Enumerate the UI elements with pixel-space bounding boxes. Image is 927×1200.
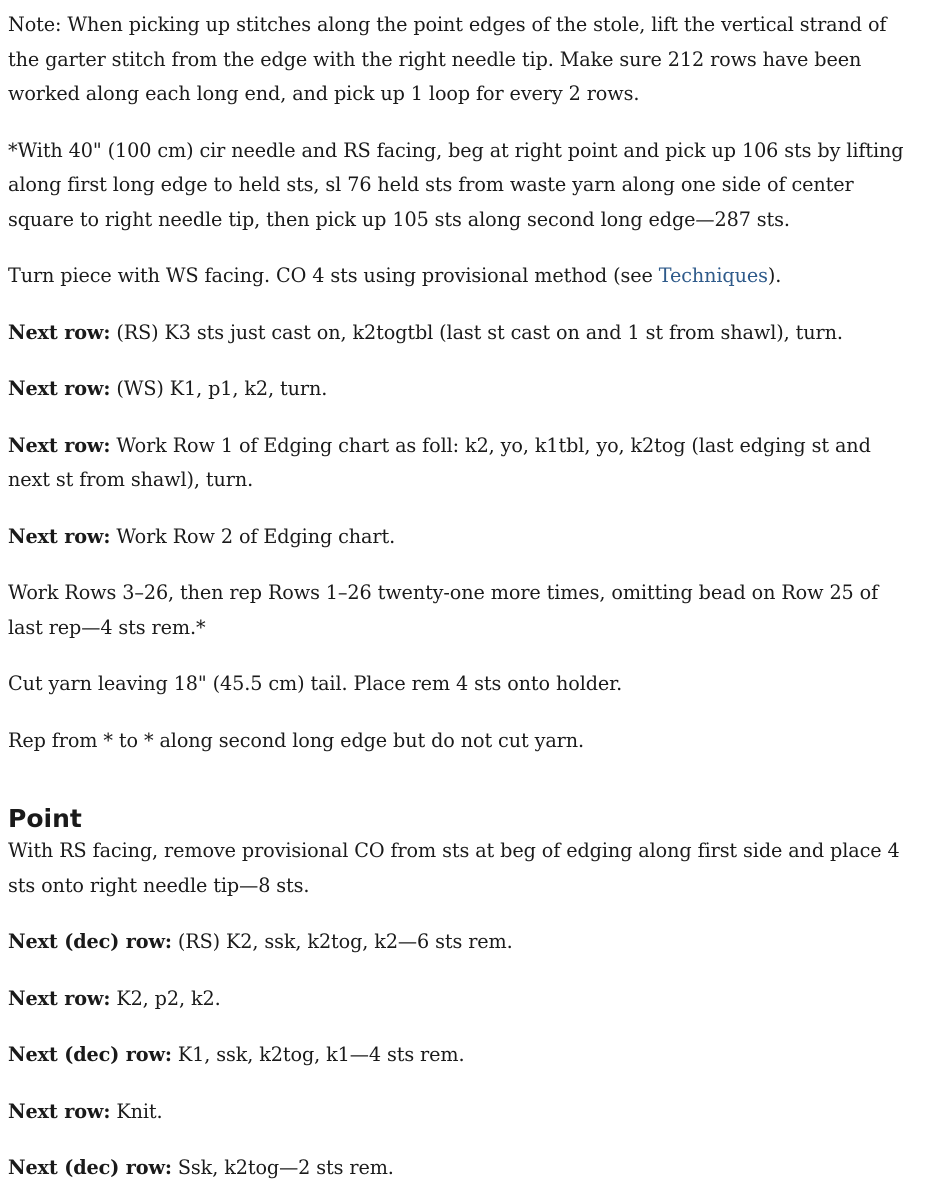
- row-label: Next row:: [8, 986, 111, 1010]
- turn-end: ).: [767, 264, 782, 287]
- row-text: Ssk, k2tog—2 sts rem.: [171, 1156, 394, 1179]
- instruction-row: [8, 1095, 913, 1130]
- instruction-row: [8, 316, 913, 351]
- row-text: K2, p2, k2.: [110, 986, 221, 1010]
- row-label: Next row:: [8, 433, 111, 457]
- instruction-row: [8, 925, 913, 960]
- pickup-paragraph: *With 40" (100 cm) cir needle and RS facing, beg at right point and pick up 106 sts by lifting along first long edge to held sts, sl 76 held sts from waste yarn along one side of center square to right needle tip, then pick up 105 sts along second long edge—287 sts.: [8, 138, 904, 231]
- work-rows-paragraph: Work Rows 3–26, then rep Rows 1–26 twenty-one more times, omitting bead on Row 25 of last rep—4 sts rem.*: [8, 581, 879, 639]
- row-label: Next row:: [8, 377, 111, 400]
- row-label: Next row:: [8, 1099, 111, 1123]
- row-label: Next (dec) row:: [8, 1043, 172, 1066]
- row-text: Work Row 1 of Edging chart as foll: k2, yo, k1tbl, yo, k2tog (last edging st and next st from shawl), turn.: [8, 433, 871, 491]
- row-text: Work Row 2 of Edging chart.: [110, 524, 396, 548]
- row-label: Next (dec) row:: [8, 930, 172, 953]
- instruction-row: [8, 1038, 913, 1073]
- row-text: K1, ssk, k2tog, k1—4 sts rem.: [171, 1043, 465, 1066]
- cut-yarn-paragraph: Cut yarn leaving 18" (45.5 cm) tail. Place rem 4 sts onto holder.: [8, 672, 623, 695]
- instruction-row: [8, 520, 913, 555]
- row-label: Next row:: [8, 524, 111, 548]
- row-text: (RS) K3 sts just cast on, k2togtbl (last st cast on and 1 st from shawl), turn.: [110, 320, 843, 344]
- row-text: (RS) K2, ssk, k2tog, k2—6 sts rem.: [171, 930, 513, 953]
- row-label: Next row:: [8, 320, 111, 344]
- point-intro-paragraph: With RS facing, remove provisional CO from sts at beg of edging along first side and place 4 sts onto right needle tip—8 sts.: [8, 839, 900, 897]
- row-text: Knit.: [110, 1099, 163, 1123]
- repeat-paragraph: Rep from * to * along second long edge but do not cut yarn.: [8, 728, 584, 752]
- techniques-link[interactable]: Techniques: [658, 264, 768, 287]
- instruction-row: [8, 1151, 913, 1186]
- instruction-row: [8, 429, 913, 498]
- row-text: (WS) K1, p1, k2, turn.: [110, 377, 328, 400]
- point-heading: Point: [8, 804, 82, 833]
- instruction-row: [8, 372, 913, 407]
- turn-text: Turn piece with WS facing. CO 4 sts using provisional method (see: [8, 264, 659, 287]
- row-label: Next (dec) row:: [8, 1156, 172, 1179]
- note-paragraph: Note: When picking up stitches along the point edges of the stole, lift the vertical strand of the garter stitch from the edge with the right needle tip. Make sure 212 rows have been worked along each long end, and pick up 1 loop for every 2 rows.: [8, 13, 887, 105]
- turn-paragraph: [8, 259, 913, 294]
- instruction-row: [8, 982, 913, 1017]
